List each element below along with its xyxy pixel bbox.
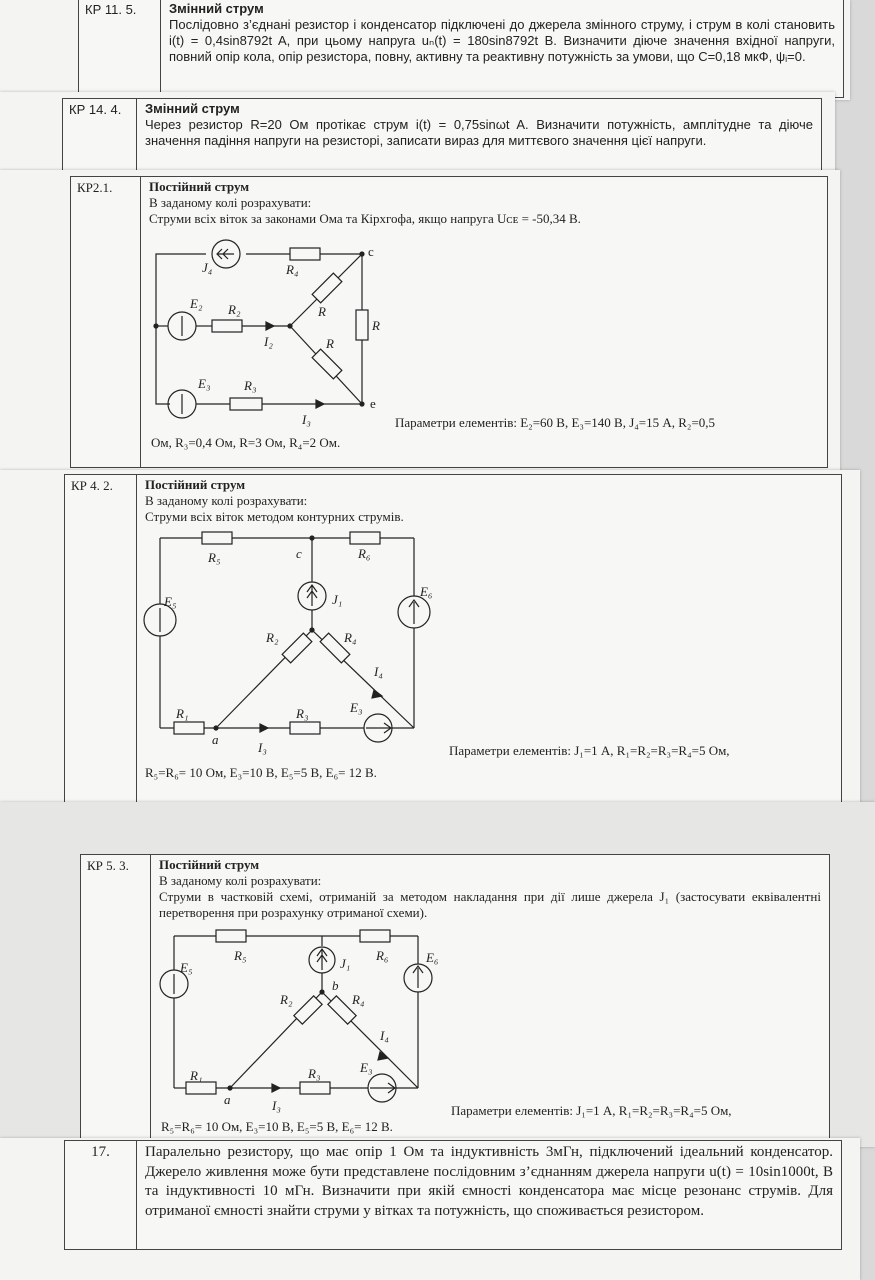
params-line-2: R₅=R₆= 10 Ом, E₃=10 В, E₅=5 В, E₆= 12 В. xyxy=(161,1119,393,1134)
resistor-r3 xyxy=(230,398,262,410)
label-e6: E₆ xyxy=(426,950,439,965)
resistor-r4 xyxy=(290,248,320,260)
label-j1: J₁ xyxy=(340,956,351,971)
label-i4: I₄ xyxy=(374,664,383,679)
label-node-a: a xyxy=(224,1092,231,1107)
label-r3: R₃ xyxy=(244,378,257,393)
problem-title: Постійний струм xyxy=(159,857,260,872)
resistor-r3 xyxy=(300,1082,330,1094)
params-line-1: Параметри елементів: J₁=1 А, R₁=R₂=R₃=R₄=5 Ом, xyxy=(449,743,730,758)
label-e2: E₂ xyxy=(190,296,203,311)
problem-number: КР 14. 4. xyxy=(63,99,137,179)
resistor-r-top xyxy=(312,273,342,303)
params-line-2: R₅=R₆= 10 Ом, E₃=10 В, E₅=5 В, E₆= 12 В. xyxy=(145,765,377,780)
label-r-bottom: R xyxy=(326,336,334,351)
resistor-r1 xyxy=(186,1082,216,1094)
resistor-r6 xyxy=(360,930,390,942)
label-i3: I₃ xyxy=(272,1098,281,1113)
label-j1: J₁ xyxy=(332,592,343,607)
label-j4: J₄ xyxy=(202,260,213,275)
problem-14-4 xyxy=(62,98,822,180)
problem-text: Паралельно резистору, що має опір 1 Ом та індуктивність 3мГн, підключений ідеальний конденсатор. Джерело живлення може бути представлене послідовним з’єднанням джерела напруги u(t) = 10sin1000t, B та індуктивності 10 мГн. Визначити при якій ємності конденсатора має місце резонанс струмів. Для отриманої ємності знайти струми у вітках та потужність, що споживається резистором. xyxy=(145,1144,833,1219)
label-e6: E₆ xyxy=(420,584,433,599)
resistor-r2 xyxy=(212,320,242,332)
resistor-r2 xyxy=(294,996,322,1024)
problem-number: КР 4. 2. xyxy=(65,475,137,803)
resistor-r-bottom xyxy=(312,349,342,379)
label-e3: E₃ xyxy=(360,1060,373,1075)
label-node-b: b xyxy=(332,978,339,993)
label-r5: R₅ xyxy=(208,550,221,565)
label-node-c: c xyxy=(368,244,374,259)
label-e5: E₅ xyxy=(164,594,177,609)
label-r6: R₆ xyxy=(376,948,389,963)
label-i3: I₃ xyxy=(302,412,311,427)
resistor-r5 xyxy=(216,930,246,942)
label-r4: R₄ xyxy=(352,992,365,1007)
circuit-diagram-4-2 xyxy=(150,530,433,760)
task-line-1: В заданому колі розрахувати: xyxy=(149,195,312,210)
problem-text: Послідовно з’єднані резистор і конденсатор підключені до джерела змінного струму, і струм в колі становить i(t) = 0,4sin8792t A, при цьому напруга uₙ(t) = 180sin8792t B. Визначити діюче значення вхідної напруги, повний опір кола, опір резистора, повну, активну та реактивну потужність за умови, що C=0,18 мкФ, ψᵢ=0. xyxy=(169,17,835,64)
label-r-top: R xyxy=(318,304,326,319)
label-r3: R₃ xyxy=(296,706,309,721)
label-e3: E₃ xyxy=(198,376,211,391)
resistor-r3 xyxy=(290,722,320,734)
params-line-1: Параметри елементів: J₁=1 А, R₁=R₂=R₃=R₄=5 Ом, xyxy=(451,1103,732,1118)
label-i4: I₄ xyxy=(380,1028,389,1043)
label-e5: E₅ xyxy=(180,960,193,975)
problem-title: Змінний струм xyxy=(169,1,264,16)
problem-17 xyxy=(64,1140,842,1250)
task-line-2: Струми всіх віток методом контурних струмів. xyxy=(145,509,404,524)
resistor-r6 xyxy=(350,532,380,544)
problem-title: Змінний струм xyxy=(145,101,240,116)
label-node-a: a xyxy=(212,732,219,747)
task-line-2: Струми в частковій схемі, отриманій за методом накладання при дії лише джерела J₁ (застосувати еквівалентні перетворення при розрахунку отриманої схеми). xyxy=(159,889,821,920)
label-r2: R₂ xyxy=(280,992,293,1007)
label-r2: R₂ xyxy=(266,630,279,645)
task-line-1: В заданому колі розрахувати: xyxy=(145,493,308,508)
label-r3: R₃ xyxy=(308,1066,321,1081)
resistor-r2 xyxy=(282,633,312,663)
problem-number: КР 5. 3. xyxy=(81,855,151,1141)
task-line-2: Струми всіх віток за законами Ома та Кірхгофа, якщо напруга Uᴄᴇ = -50,34 В. xyxy=(149,211,581,226)
label-i3: I₃ xyxy=(258,740,267,755)
circuit-diagram-2-1 xyxy=(140,236,400,436)
label-i2: I₂ xyxy=(264,334,273,349)
resistor-r-right xyxy=(356,310,368,340)
resistor-r5 xyxy=(202,532,232,544)
label-r4: R₄ xyxy=(286,262,299,277)
label-r5: R₅ xyxy=(234,948,247,963)
problem-number: КР2.1. xyxy=(71,177,141,467)
problem-title: Постійний струм xyxy=(145,477,246,492)
label-node-e: e xyxy=(370,396,376,411)
label-r2: R₂ xyxy=(228,302,241,317)
problem-number: 17. xyxy=(65,1141,137,1249)
circuit-diagram-5-3 xyxy=(160,926,440,1116)
label-r1: R₁ xyxy=(176,706,189,721)
label-r1: R₁ xyxy=(190,1068,203,1083)
label-r6: R₆ xyxy=(358,546,371,561)
task-line-1: В заданому колі розрахувати: xyxy=(159,873,322,888)
problem-text: Через резистор R=20 Ом протікає струм i(t) = 0,75sinωt A. Визначити потужність, амплітудне та діюче значення падіння напруги на резисторі, записати вираз для миттєвого значення цієї напруги. xyxy=(145,117,813,148)
params-line-1: Параметри елементів: E₂=60 В, E₃=140 В, J₄=15 А, R₂=0,5 xyxy=(395,415,716,430)
problem-11-5 xyxy=(78,0,844,98)
problem-title: Постійний струм xyxy=(149,179,250,194)
label-node-c: c xyxy=(296,546,302,561)
label-r4: R₄ xyxy=(344,630,357,645)
problem-number: КР 11. 5. xyxy=(79,0,161,97)
params-line-2: Ом, R₃=0,4 Ом, R=3 Ом, R₄=2 Ом. xyxy=(151,435,341,450)
label-r-right: R xyxy=(372,318,380,333)
resistor-r1 xyxy=(174,722,204,734)
label-e3: E₃ xyxy=(350,700,363,715)
